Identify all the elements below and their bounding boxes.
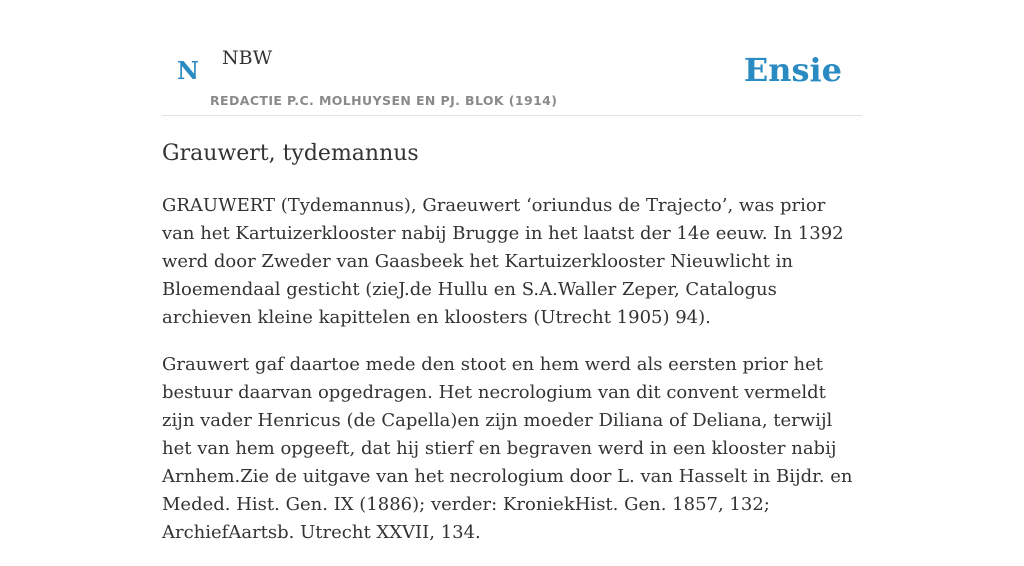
article-body (162, 192, 862, 566)
source-subtitle: REDACTIE P.C. MOLHUYSEN EN PJ. BLOK (1914) (210, 93, 558, 108)
ensie-brand-logo[interactable]: Ensie (743, 51, 842, 89)
article-paragraph: GRAUWERT (Tydemannus), Graeuwert ‘oriundus de Trajecto’, was prior van het Kartuizerklooster nabij Brugge in het laatst der 14e eeuw. In 1392 werd door Zweder van Gaasbeek het Kartuizerklooster Nieuwlicht in Bloemendaal gesticht (zieJ.de Hullu en S.A.Waller Zeper, Catalogus archieven kleine kapittelen en kloosters (Utrecht 1905) 94). (162, 195, 844, 328)
source-title[interactable]: NBW (222, 47, 273, 69)
article-paragraph: Grauwert gaf daartoe mede den stoot en hem werd als eersten prior het bestuur daarvan opgedragen. Het necrologium van dit convent vermeldt zijn vader Henricus (de Capella)en zijn moeder Diliana of Deliana, terwijl het van hem opgeeft, dat hij stierf en begraven werd in een klooster nabij Arnhem.Zie de uitgave van het necrologium door L. van Hasselt in Bijdr. en Meded. Hist. Gen. IX (1886); verder: KroniekHist. Gen. 1857, 132; ArchiefAartsb. Utrecht XXVII, 134. (162, 354, 853, 543)
source-header (162, 0, 862, 116)
source-logo[interactable]: N (177, 56, 199, 85)
article-title: Grauwert, tydemannus (162, 141, 419, 166)
